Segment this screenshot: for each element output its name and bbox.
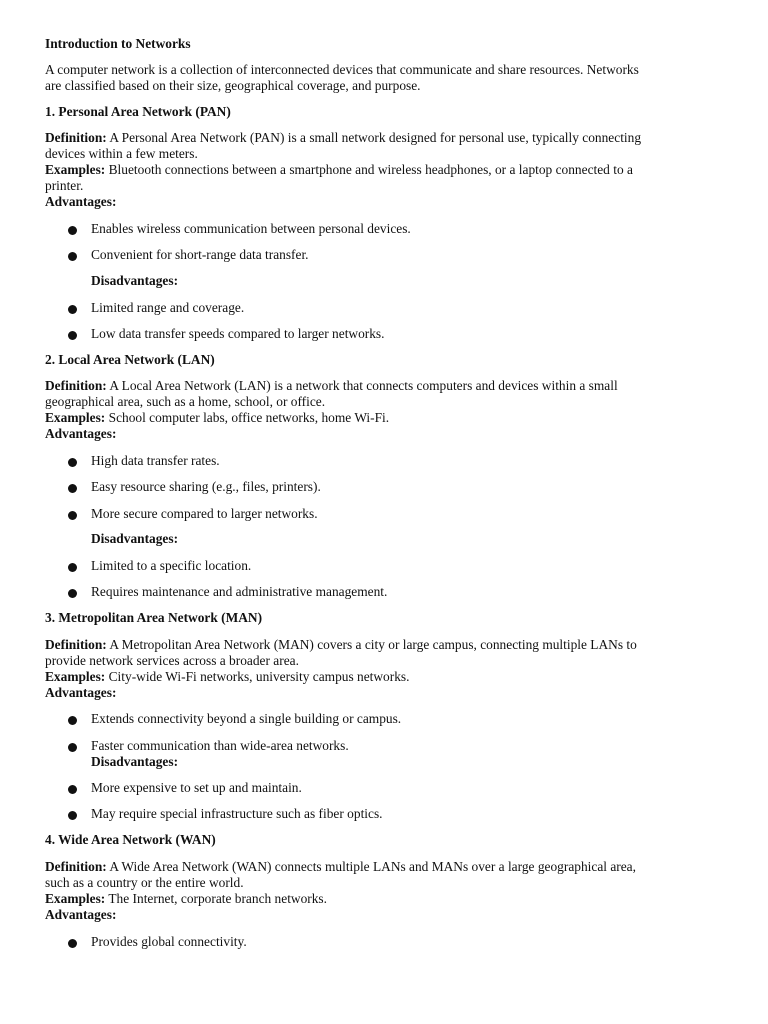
bullet-icon (68, 252, 77, 261)
bullet-icon (68, 331, 77, 340)
advantages-label: Advantages: (45, 426, 117, 441)
definition-line: Definition: A Wide Area Network (WAN) connects multiple LANs and MANs over a large geographical area, (45, 859, 636, 874)
list-item: Limited to a specific location. (91, 558, 252, 573)
examples-line: Examples: City-wide Wi-Fi networks, university campus networks. (45, 669, 410, 684)
bullet-icon (68, 484, 77, 493)
disadvantages-label: Disadvantages: (91, 531, 179, 546)
section-heading: 1. Personal Area Network (PAN) (45, 104, 231, 119)
definition-line: provide network services across a broader area. (45, 653, 299, 668)
advantages-label: Advantages: (45, 907, 117, 922)
intro-line: A computer network is a collection of interconnected devices that communicate and share resources. Networks (45, 62, 639, 77)
advantages-label: Advantages: (45, 685, 117, 700)
disadvantages-label: Disadvantages: (91, 754, 179, 769)
list-item: Faster communication than wide-area networks. (91, 738, 349, 753)
list-item: High data transfer rates. (91, 453, 220, 468)
advantages-label: Advantages: (45, 194, 117, 209)
definition-line: devices within a few meters. (45, 146, 198, 161)
list-item: More secure compared to larger networks. (91, 506, 318, 521)
page-title: Introduction to Networks (45, 36, 191, 51)
bullet-icon (68, 716, 77, 725)
definition-line: geographical area, such as a home, school, or office. (45, 394, 326, 409)
examples-line: printer. (45, 178, 84, 193)
bullet-icon (68, 563, 77, 572)
examples-line: Examples: Bluetooth connections between a smartphone and wireless headphones, or a laptop connected to a (45, 162, 633, 177)
examples-line: Examples: School computer labs, office networks, home Wi-Fi. (45, 410, 390, 425)
list-item: Easy resource sharing (e.g., files, printers). (91, 479, 321, 494)
list-item: Extends connectivity beyond a single building or campus. (91, 711, 402, 726)
definition-line: Definition: A Personal Area Network (PAN) is a small network designed for personal use, typically connecting (45, 130, 642, 145)
definition-line: such as a country or the entire world. (45, 875, 244, 890)
list-item: Enables wireless communication between personal devices. (91, 221, 411, 236)
bullet-icon (68, 511, 77, 520)
bullet-icon (68, 743, 77, 752)
list-item: Requires maintenance and administrative management. (91, 584, 388, 599)
list-item: Low data transfer speeds compared to larger networks. (91, 326, 385, 341)
list-item: Convenient for short-range data transfer. (91, 247, 309, 262)
section-heading: 2. Local Area Network (LAN) (45, 352, 215, 367)
definition-line: Definition: A Metropolitan Area Network (MAN) covers a city or large campus, connecting multiple LANs to (45, 637, 637, 652)
intro-line: are classified based on their size, geographical coverage, and purpose. (45, 78, 421, 93)
list-item: Provides global connectivity. (91, 934, 247, 949)
list-item: More expensive to set up and maintain. (91, 780, 302, 795)
examples-line: Examples: The Internet, corporate branch networks. (45, 891, 327, 906)
section-heading: 4. Wide Area Network (WAN) (45, 832, 216, 847)
bullet-icon (68, 226, 77, 235)
definition-line: Definition: A Local Area Network (LAN) is a network that connects computers and devices within a small (45, 378, 618, 393)
list-item: May require special infrastructure such as fiber optics. (91, 806, 383, 821)
bullet-icon (68, 305, 77, 314)
disadvantages-label: Disadvantages: (91, 273, 179, 288)
bullet-icon (68, 785, 77, 794)
bullet-icon (68, 458, 77, 467)
bullet-icon (68, 811, 77, 820)
section-heading: 3. Metropolitan Area Network (MAN) (45, 610, 263, 625)
bullet-icon (68, 939, 77, 948)
list-item: Limited range and coverage. (91, 300, 245, 315)
bullet-icon (68, 589, 77, 598)
